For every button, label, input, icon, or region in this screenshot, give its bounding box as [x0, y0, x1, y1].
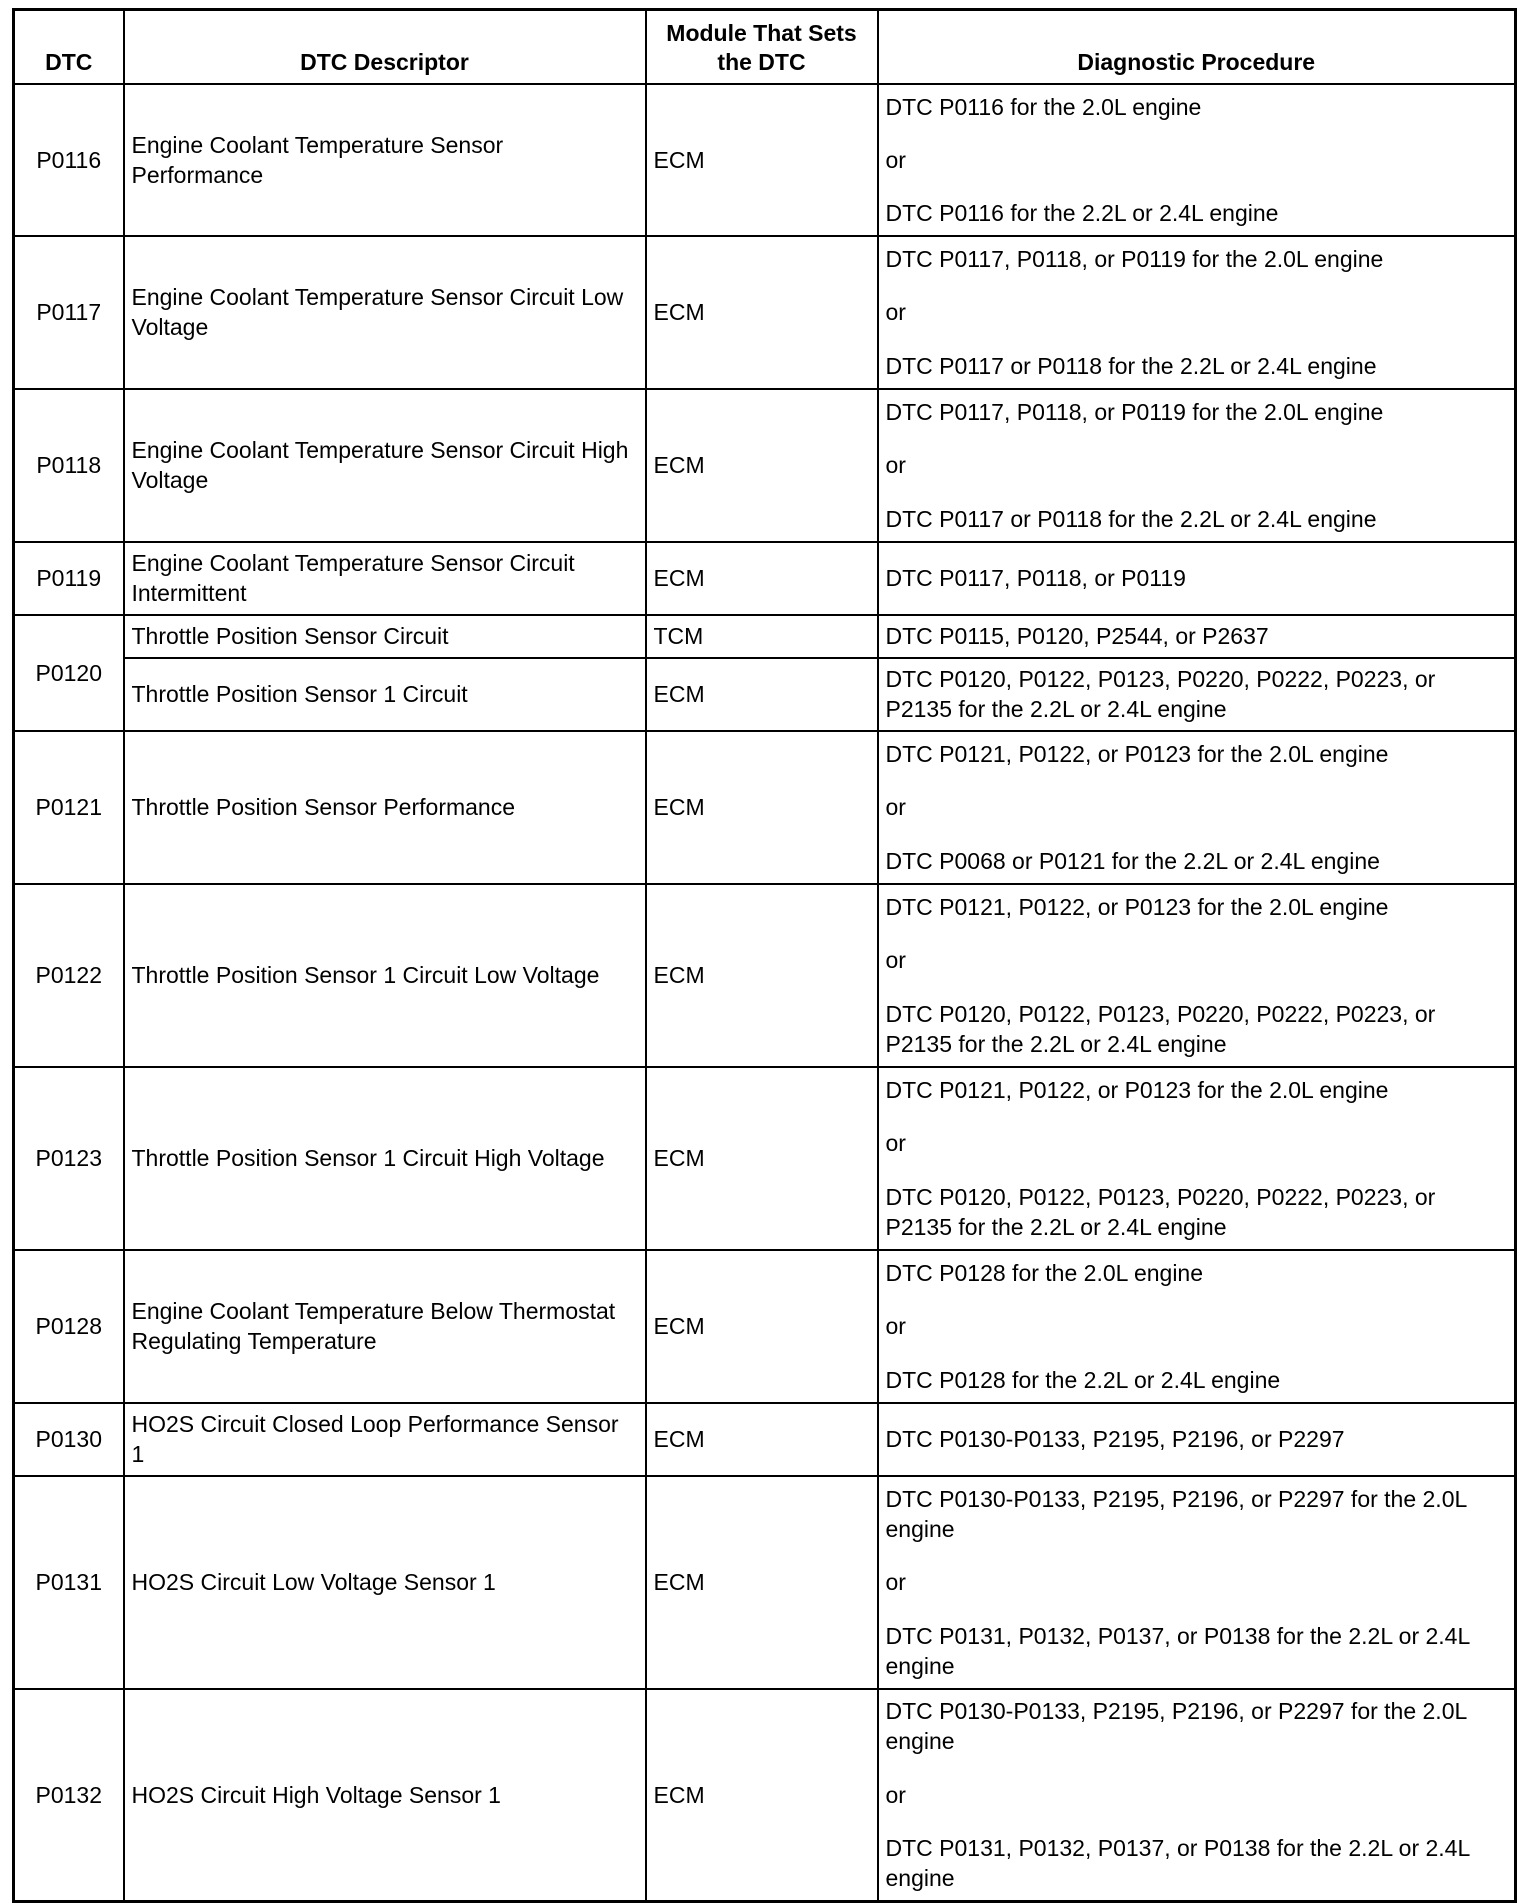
- diagnostic-procedure-cell: [878, 1067, 1516, 1250]
- dtc-descriptor-cell: Throttle Position Sensor Circuit: [124, 615, 646, 658]
- module-cell: ECM: [646, 1403, 878, 1476]
- diagnostic-procedure-cell: [878, 1403, 1516, 1476]
- diagnostic-procedure-cell: [878, 1250, 1516, 1403]
- table-row: [14, 389, 1516, 542]
- table-row: [14, 1403, 1516, 1476]
- dtc-descriptor-cell: Engine Coolant Temperature Sensor Performance: [124, 84, 646, 236]
- procedure-or-separator: or: [885, 452, 906, 478]
- module-cell: ECM: [646, 1476, 878, 1689]
- procedure-or-separator: or: [885, 146, 906, 173]
- dtc-code-cell: P0128: [14, 1250, 124, 1403]
- dtc-code-cell: P0130: [14, 1403, 124, 1476]
- dtc-code-cell: P0131: [14, 1476, 124, 1689]
- dtc-descriptor-cell: Throttle Position Sensor Performance: [124, 731, 646, 884]
- module-cell: ECM: [646, 1067, 878, 1250]
- module-cell: ECM: [646, 1250, 878, 1403]
- dtc-code-cell: P0123: [14, 1067, 124, 1250]
- table-row: [14, 1250, 1516, 1403]
- dtc-descriptor-cell: Throttle Position Sensor 1 Circuit: [124, 658, 646, 731]
- procedure-line: DTC P0120, P0122, P0123, P0220, P0222, P0223, or P2135 for the 2.2L or 2.4L engine: [885, 1000, 1436, 1057]
- module-cell: ECM: [646, 236, 878, 389]
- dtc-descriptor-cell: HO2S Circuit High Voltage Sensor 1: [124, 1689, 646, 1902]
- diagnostic-procedure-cell: [878, 389, 1516, 542]
- table-body: [14, 84, 1516, 1902]
- procedure-or-separator: or: [885, 1569, 906, 1595]
- diagnostic-procedure-cell: [878, 1476, 1516, 1689]
- diagnostic-procedure-cell: [878, 542, 1516, 615]
- dtc-descriptor-cell: Engine Coolant Temperature Sensor Circuit High Voltage: [124, 389, 646, 542]
- diagnostic-procedure-cell: [878, 615, 1516, 658]
- procedure-or-separator: or: [885, 947, 906, 973]
- dtc-code-cell: P0121: [14, 731, 124, 884]
- diagnostic-procedure-cell: [878, 1689, 1516, 1902]
- procedure-line: DTC P0120, P0122, P0123, P0220, P0222, P0223, or P2135 for the 2.2L or 2.4L engine: [885, 666, 1436, 722]
- table-row: [14, 731, 1516, 884]
- procedure-line: DTC P0121, P0122, or P0123 for the 2.0L engine: [885, 893, 1389, 920]
- module-cell: TCM: [646, 615, 878, 658]
- table-row: [14, 884, 1516, 1067]
- table-header-row: [14, 10, 1516, 84]
- procedure-or-separator: or: [885, 1781, 906, 1808]
- procedure-line: DTC P0117, P0118, or P0119: [885, 565, 1186, 591]
- table-row: [14, 1689, 1516, 1902]
- dtc-code-cell: P0122: [14, 884, 124, 1067]
- module-cell: ECM: [646, 542, 878, 615]
- procedure-line: DTC P0128 for the 2.0L engine: [885, 1259, 1204, 1286]
- procedure-line: DTC P0128 for the 2.2L or 2.4L engine: [885, 1366, 1281, 1393]
- dtc-code-cell: P0120: [14, 615, 124, 731]
- procedure-line: DTC P0116 for the 2.2L or 2.4L engine: [885, 199, 1279, 226]
- dtc-code-cell: P0132: [14, 1689, 124, 1902]
- diagnostic-procedure-cell: [878, 884, 1516, 1067]
- dtc-descriptor-cell: Throttle Position Sensor 1 Circuit High Voltage: [124, 1067, 646, 1250]
- procedure-line: DTC P0117 or P0118 for the 2.2L or 2.4L engine: [885, 352, 1377, 379]
- table-row: [14, 1476, 1516, 1689]
- dtc-code-cell: P0118: [14, 389, 124, 542]
- dtc-descriptor-cell: Engine Coolant Temperature Below Thermostat Regulating Temperature: [124, 1250, 646, 1403]
- procedure-line: DTC P0117 or P0118 for the 2.2L or 2.4L engine: [885, 505, 1377, 532]
- procedure-line: DTC P0130-P0133, P2195, P2196, or P2297 for the 2.0L engine: [885, 1698, 1467, 1755]
- table-row: [14, 236, 1516, 389]
- procedure-line: DTC P0068 or P0121 for the 2.2L or 2.4L engine: [885, 847, 1380, 874]
- procedure-line: DTC P0120, P0122, P0123, P0220, P0222, P0223, or P2135 for the 2.2L or 2.4L engine: [885, 1183, 1436, 1240]
- procedure-or-separator: or: [885, 299, 906, 325]
- dtc-code-cell: P0116: [14, 84, 124, 236]
- dtc-descriptor-cell: Throttle Position Sensor 1 Circuit Low Voltage: [124, 884, 646, 1067]
- procedure-line: DTC P0117, P0118, or P0119 for the 2.0L engine: [885, 245, 1384, 272]
- procedure-line: DTC P0117, P0118, or P0119 for the 2.0L engine: [885, 398, 1384, 425]
- dtc-descriptor-cell: HO2S Circuit Low Voltage Sensor 1: [124, 1476, 646, 1689]
- table-row: [14, 615, 1516, 658]
- procedure-line: DTC P0131, P0132, P0137, or P0138 for the 2.2L or 2.4L engine: [885, 1622, 1470, 1679]
- header-procedure: Diagnostic Procedure: [878, 10, 1516, 84]
- diagnostic-procedure-cell: [878, 84, 1516, 236]
- procedure-line: DTC P0121, P0122, or P0123 for the 2.0L engine: [885, 1076, 1389, 1103]
- procedure-line: DTC P0130-P0133, P2195, P2196, or P2297: [885, 1426, 1345, 1452]
- procedure-or-separator: or: [885, 794, 906, 820]
- procedure-or-separator: or: [885, 1130, 906, 1156]
- diagnostic-procedure-cell: [878, 731, 1516, 884]
- table-row: [14, 658, 1516, 731]
- module-cell: ECM: [646, 84, 878, 236]
- module-cell: ECM: [646, 389, 878, 542]
- procedure-line: DTC P0130-P0133, P2195, P2196, or P2297 for the 2.0L engine: [885, 1485, 1467, 1542]
- table-row: [14, 1067, 1516, 1250]
- dtc-code-cell: P0119: [14, 542, 124, 615]
- header-descriptor: DTC Descriptor: [124, 10, 646, 84]
- procedure-line: DTC P0116 for the 2.0L engine: [885, 93, 1202, 120]
- module-cell: ECM: [646, 731, 878, 884]
- table-row: [14, 542, 1516, 615]
- dtc-descriptor-cell: Engine Coolant Temperature Sensor Circuit Intermittent: [124, 542, 646, 615]
- module-cell: ECM: [646, 658, 878, 731]
- diagnostic-procedure-cell: [878, 658, 1516, 731]
- dtc-code-cell: P0117: [14, 236, 124, 389]
- dtc-table: [12, 8, 1517, 1903]
- header-dtc: DTC: [14, 10, 124, 84]
- procedure-line: DTC P0121, P0122, or P0123 for the 2.0L engine: [885, 740, 1389, 767]
- header-module: Module That Sets the DTC: [646, 10, 878, 84]
- module-cell: ECM: [646, 1689, 878, 1902]
- procedure-line: DTC P0131, P0132, P0137, or P0138 for the 2.2L or 2.4L engine: [885, 1835, 1470, 1892]
- dtc-descriptor-cell: HO2S Circuit Closed Loop Performance Sensor 1: [124, 1403, 646, 1476]
- procedure-line: DTC P0115, P0120, P2544, or P2637: [885, 623, 1269, 649]
- procedure-or-separator: or: [885, 1313, 906, 1339]
- dtc-descriptor-cell: Engine Coolant Temperature Sensor Circuit Low Voltage: [124, 236, 646, 389]
- module-cell: ECM: [646, 884, 878, 1067]
- table-row: [14, 84, 1516, 236]
- diagnostic-procedure-cell: [878, 236, 1516, 389]
